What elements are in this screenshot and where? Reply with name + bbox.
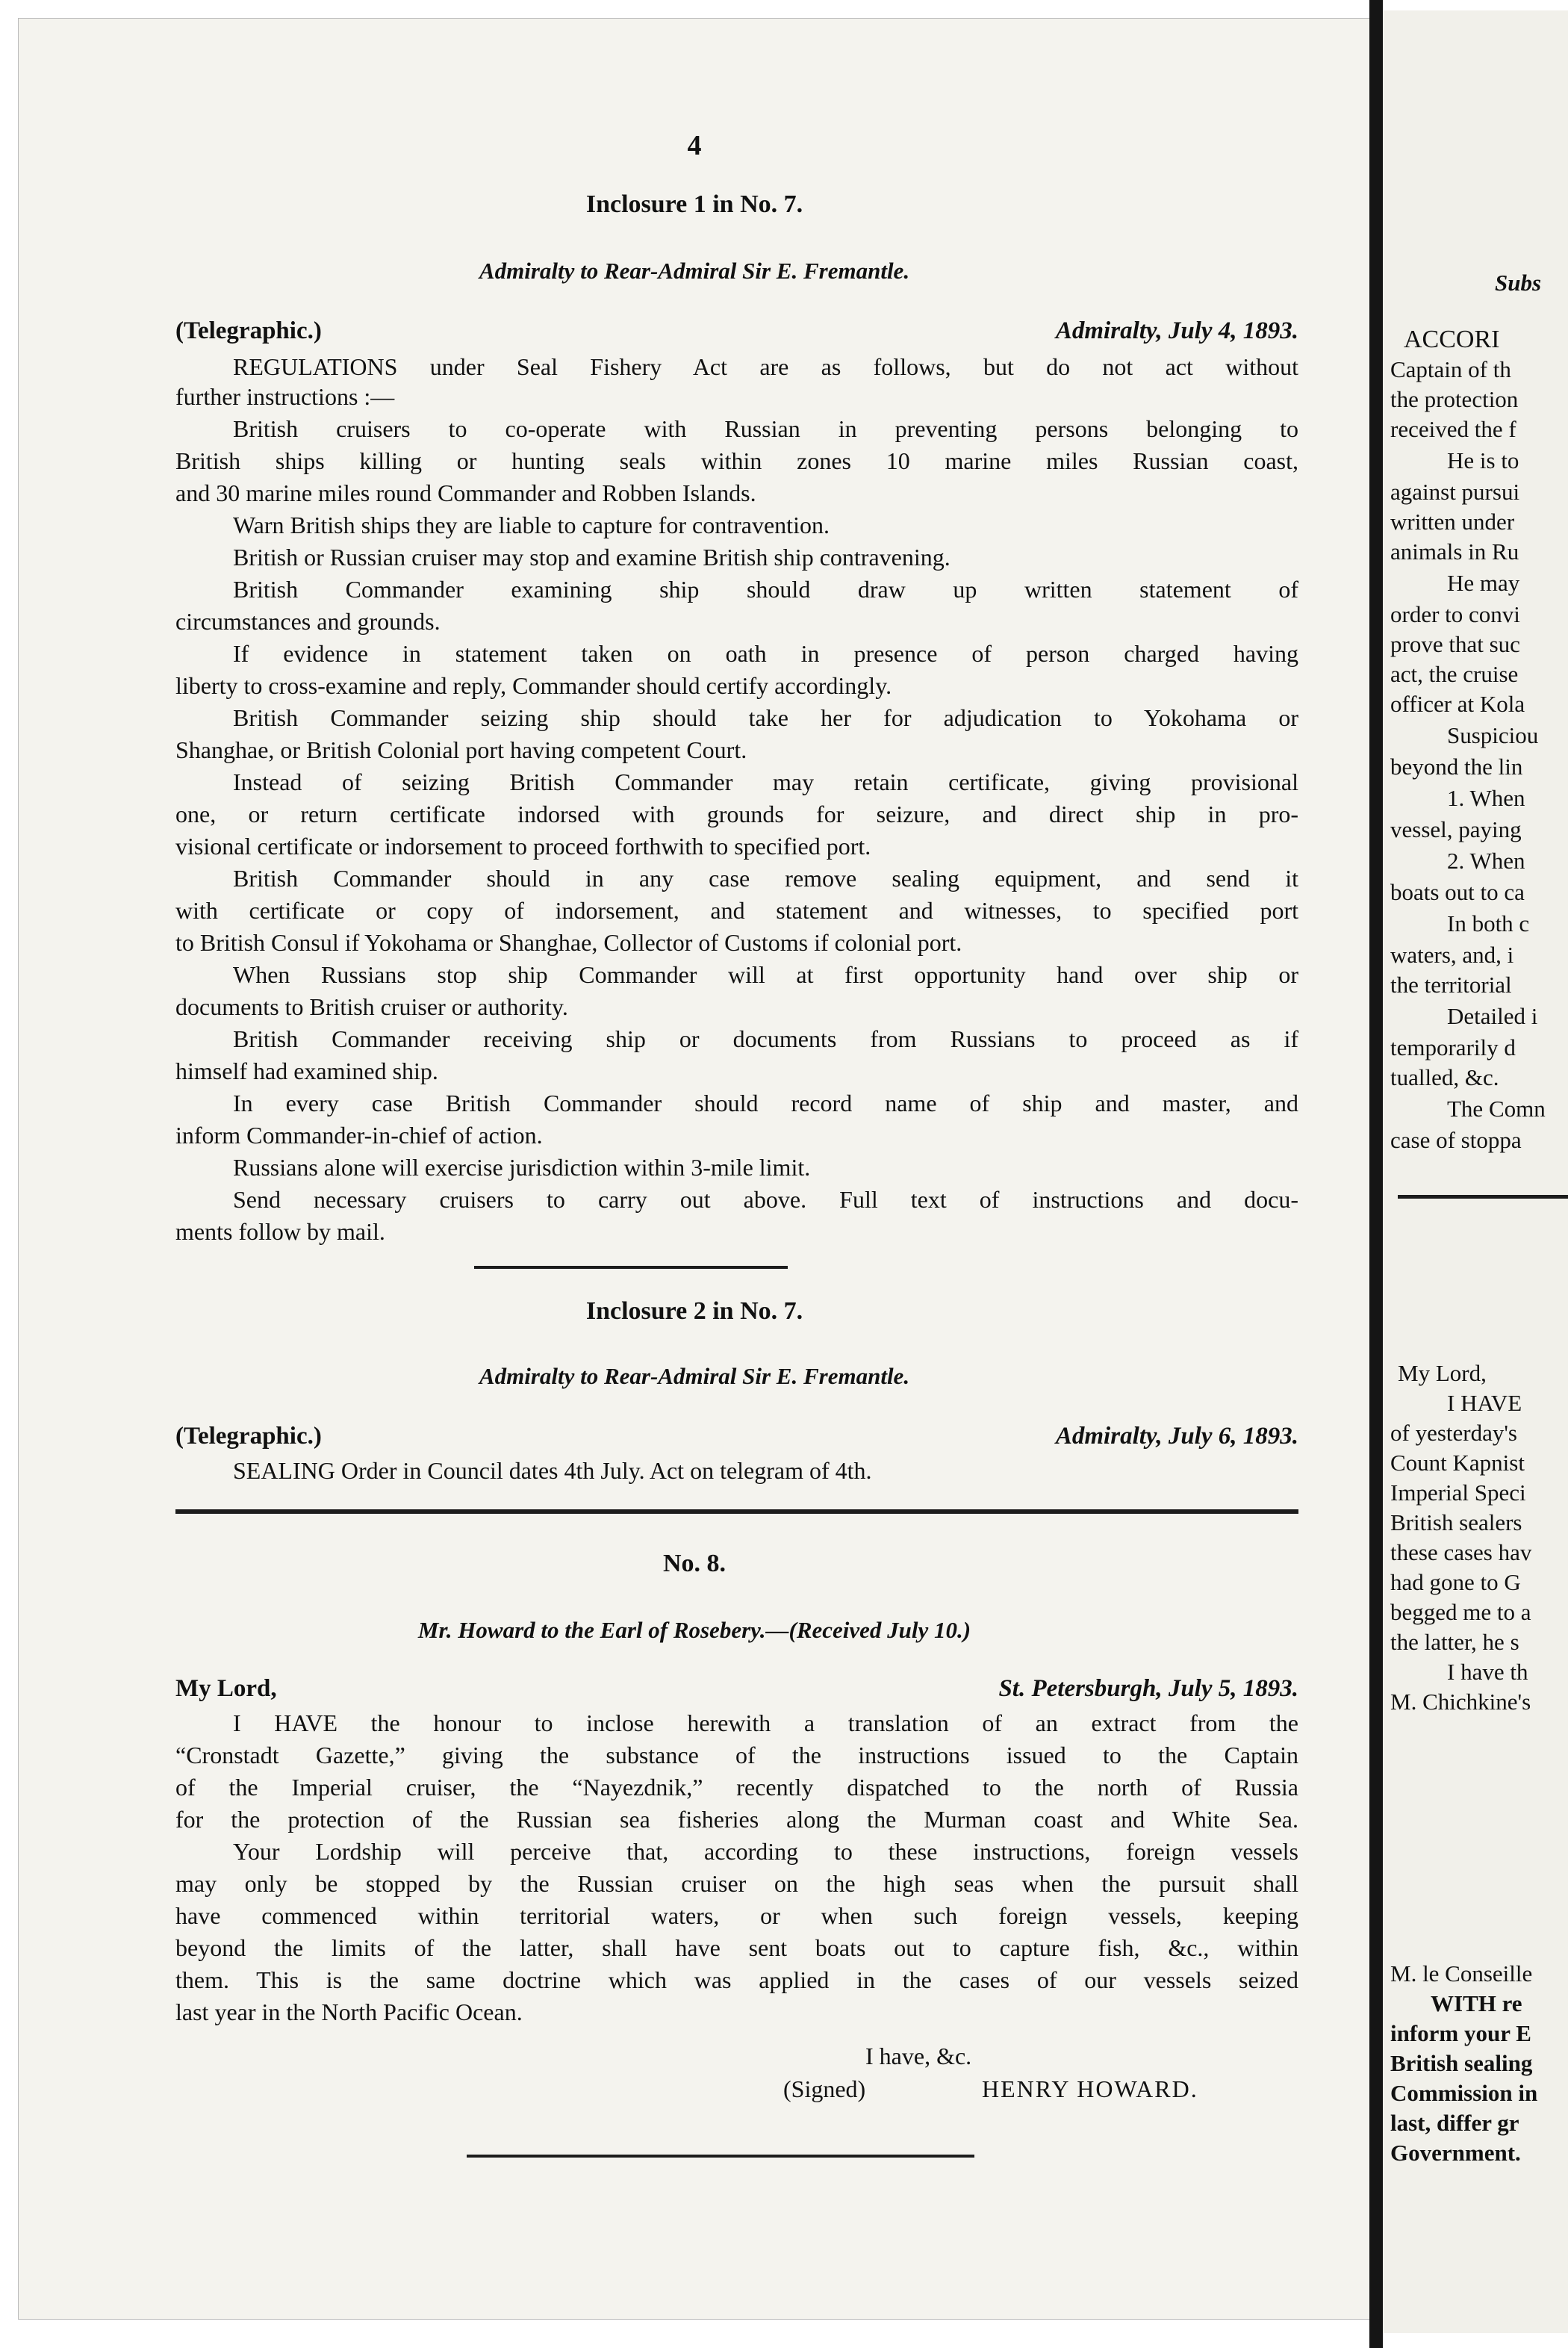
inclosure-2-subheading: Admiralty to Rear-Admiral Sir E. Fremantle. <box>479 1363 910 1389</box>
text-line: Government. <box>1390 2140 1521 2166</box>
text-line: M. Chichkine's <box>1390 1689 1531 1715</box>
text-line: “Cronstadt Gazette,” giving the substance of the instructions issued to the Captain <box>175 1742 1298 1768</box>
text-line: Instead of seizing British Commander may retain certificate, giving provisional <box>233 768 1298 795</box>
text-line: British or Russian cruiser may stop and examine British ship contravening. <box>233 544 951 571</box>
inclosure-2-heading: Inclosure 2 in No. 7. <box>585 1297 803 1325</box>
section-divider <box>474 1266 788 1269</box>
text-line: to British Consul if Yokohama or Shanghae, Collector of Customs if colonial port. <box>175 929 962 956</box>
text-line: these cases hav <box>1390 1539 1532 1565</box>
text-line: animals in Ru <box>1390 538 1519 565</box>
inclosure-2-dateline: Admiralty, July 6, 1893. <box>1055 1423 1298 1450</box>
text-line: them. This is the same doctrine which was applied in the cases of our vessels seized <box>175 1966 1298 1993</box>
text-line: documents to British cruiser or authority. <box>175 993 568 1020</box>
signed-label: (Signed) <box>783 2075 866 2102</box>
text-line: had gone to G <box>1390 1569 1521 1595</box>
text-line: liberty to cross-examine and reply, Commander should certify accordingly. <box>175 672 892 699</box>
text-line: inform Commander-in-chief of action. <box>175 1122 543 1149</box>
text-line: Captain of th <box>1390 356 1511 382</box>
page-gutter <box>1369 0 1383 2348</box>
text-line: In both c <box>1447 910 1530 937</box>
text-line: ments follow by mail. <box>175 1218 385 1245</box>
text-line: inform your E <box>1390 2020 1531 2046</box>
inclosure-1-telegraphic: (Telegraphic.) <box>175 317 322 344</box>
text-line: British ships killing or hunting seals within zones 10 marine miles Russian coast, <box>175 447 1298 474</box>
text-line: officer at Kola <box>1390 691 1525 717</box>
inclosure-1-dateline: Admiralty, July 4, 1893. <box>1055 317 1298 344</box>
text-line: British Commander receiving ship or documents from Russians to proceed as if <box>233 1025 1298 1052</box>
text-line: British Commander should in any case remove sealing equipment, and send it <box>233 865 1298 892</box>
text-line: Shanghae, or British Colonial port having competent Court. <box>175 736 747 763</box>
document-divider <box>175 1509 1298 1514</box>
text-line: My Lord, <box>1398 1360 1487 1386</box>
text-line: and 30 marine miles round Commander and Robben Islands. <box>175 479 756 506</box>
text-line: Your Lordship will perceive that, according to these instructions, foreign vessels <box>233 1838 1298 1865</box>
salutation: My Lord, <box>175 1675 277 1702</box>
text-line: In every case British Commander should record name of ship and master, and <box>233 1090 1298 1116</box>
text-line: Warn British ships they are liable to capture for contravention. <box>233 512 830 538</box>
text-line: He is to <box>1447 447 1519 473</box>
inclosure-1-subheading: Admiralty to Rear-Admiral Sir E. Fremantle. <box>479 258 910 284</box>
text-line: I HAVE <box>1447 1390 1522 1416</box>
document-page <box>18 18 1371 2320</box>
text-line: against pursui <box>1390 479 1520 505</box>
text-line: Subs <box>1495 270 1542 296</box>
text-line: last, differ gr <box>1390 2110 1519 2136</box>
text-line: beyond the lin <box>1390 754 1523 780</box>
text-line: 2. When <box>1447 848 1525 874</box>
text-line: ACCORI <box>1404 326 1500 353</box>
text-line: M. le Conseille <box>1390 1960 1533 1987</box>
text-line: of the Imperial cruiser, the “Nayezdnik,” recently dispatched to the north of Russia <box>175 1774 1298 1801</box>
end-divider <box>467 2155 974 2158</box>
text-line: If evidence in statement taken on oath in presence of person charged having <box>233 640 1298 667</box>
text-line: temporarily d <box>1390 1034 1516 1060</box>
text-line: further instructions :— <box>175 383 395 410</box>
text-line: Suspiciou <box>1447 722 1539 748</box>
text-line: circumstances and grounds. <box>175 608 441 635</box>
signature: HENRY HOWARD. <box>982 2075 1198 2102</box>
text-line: 1. When <box>1447 785 1525 811</box>
text-line: beyond the limits of the latter, shall have sent boats out to capture fish, &c., within <box>175 1934 1298 1961</box>
text-line: the latter, he s <box>1390 1629 1519 1655</box>
text-line: British sealing <box>1390 2050 1533 2076</box>
text-line: last year in the North Pacific Ocean. <box>175 1998 523 2025</box>
text-line: of yesterday's <box>1390 1420 1518 1446</box>
text-line: I HAVE the honour to inclose herewith a translation of an extract from the <box>233 1709 1298 1736</box>
text-line: REGULATIONS under Seal Fishery Act are as follows, but do not act without <box>233 353 1298 380</box>
text-line: WITH re <box>1431 1990 1522 2016</box>
inclosure-2-telegraphic: (Telegraphic.) <box>175 1423 322 1450</box>
text-line: received the f <box>1390 416 1516 442</box>
text-line: prove that suc <box>1390 631 1520 657</box>
text-line: British cruisers to co-operate with Russian in preventing persons belonging to <box>233 415 1298 442</box>
no-8-subheading: Mr. Howard to the Earl of Rosebery.—(Received July 10.) <box>417 1617 971 1643</box>
text-line: have commenced within territorial waters, or when such foreign vessels, keeping <box>175 1902 1298 1929</box>
text-line: the territorial <box>1390 972 1512 998</box>
no-8-heading: No. 8. <box>662 1550 727 1577</box>
text-line: Send necessary cruisers to carry out above. Full text of instructions and docu- <box>233 1186 1298 1213</box>
text-line: tualled, &c. <box>1390 1064 1499 1090</box>
adjacent-page-fragment <box>1383 10 1568 2333</box>
text-line: SEALING Order in Council dates 4th July. Act on telegram of 4th. <box>233 1457 872 1484</box>
text-line: begged me to a <box>1390 1599 1531 1625</box>
text-line: Detailed i <box>1447 1003 1538 1029</box>
text-line: waters, and, i <box>1390 942 1514 968</box>
text-line: case of stoppa <box>1390 1127 1522 1153</box>
text-line: Count Kapnist <box>1390 1450 1525 1476</box>
text-line: I have th <box>1447 1659 1528 1685</box>
text-line: one, or return certificate indorsed with grounds for seizure, and direct ship in pro- <box>175 801 1298 827</box>
text-line: Imperial Speci <box>1390 1479 1526 1506</box>
closing: I have, &c. <box>865 2043 972 2069</box>
text-line: The Comn <box>1447 1096 1546 1122</box>
no-8-dateline: St. Petersburgh, July 5, 1893. <box>998 1675 1298 1702</box>
text-line: may only be stopped by the Russian cruiser on the high seas when the pursuit shall <box>175 1870 1298 1897</box>
text-line: himself had examined ship. <box>175 1057 438 1084</box>
adjacent-divider <box>1398 1195 1568 1199</box>
page-number: 4 <box>687 130 702 161</box>
text-line: Commission in <box>1390 2080 1538 2106</box>
text-line: When Russians stop ship Commander will at first opportunity hand over ship or <box>233 961 1298 988</box>
text-line: British Commander seizing ship should take her for adjudication to Yokohama or <box>233 704 1298 731</box>
text-line: Russians alone will exercise jurisdiction within 3-mile limit. <box>233 1154 811 1181</box>
text-line: He may <box>1447 570 1520 596</box>
text-line: visional certificate or indorsement to proceed forthwith to specified port. <box>175 833 871 860</box>
inclosure-1-heading: Inclosure 1 in No. 7. <box>585 190 803 218</box>
text-line: vessel, paying <box>1390 816 1522 842</box>
text-line: for the protection of the Russian sea fisheries along the Murman coast and White Sea. <box>175 1806 1298 1833</box>
text-line: act, the cruise <box>1390 661 1519 687</box>
text-line: with certificate or copy of indorsement, and statement and witnesses, to specified port <box>175 897 1298 924</box>
text-line: boats out to ca <box>1390 879 1525 905</box>
text-line: British sealers <box>1390 1509 1522 1535</box>
text-line: order to convi <box>1390 601 1520 627</box>
text-line: written under <box>1390 509 1515 535</box>
text-line: the protection <box>1390 386 1519 412</box>
text-line: British Commander examining ship should draw up written statement of <box>233 576 1298 603</box>
